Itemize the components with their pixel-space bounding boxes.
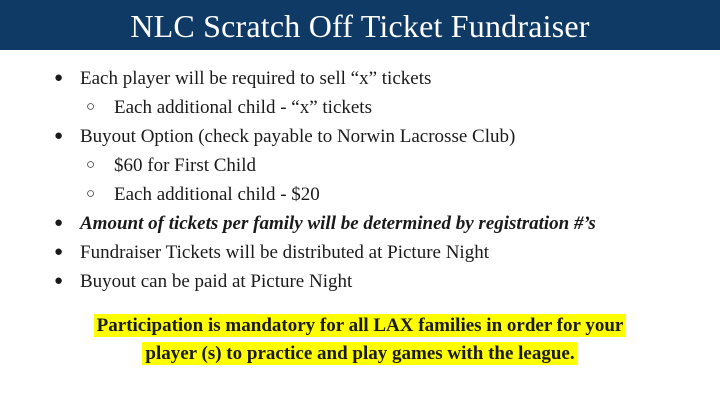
list-item-text: $60 for First Child xyxy=(114,155,256,176)
list-item xyxy=(0,209,720,238)
sub-list-item xyxy=(0,151,720,180)
bullet-icon: ● xyxy=(54,70,64,86)
list-item-text: Fundraiser Tickets will be distributed at Picture Night xyxy=(80,242,489,263)
title-bar xyxy=(0,0,720,50)
bullet-icon: ● xyxy=(54,244,64,260)
list-item xyxy=(0,64,720,93)
notice-line-2: player (s) to practice and play games with the league. xyxy=(142,342,577,365)
sub-bullet-icon: ○ xyxy=(86,157,96,173)
list-item-text: Each player will be required to sell “x” tickets xyxy=(80,68,432,89)
list-item-text: Amount of tickets per family will be determined by registration #’s xyxy=(80,213,596,234)
list-item-text: Each additional child - “x” tickets xyxy=(114,97,372,118)
sub-list-item xyxy=(0,93,720,122)
list-item xyxy=(0,267,720,296)
list-item-text: Each additional child - $20 xyxy=(114,184,320,205)
slide-title: NLC Scratch Off Ticket Fundraiser xyxy=(130,8,590,44)
sub-bullet-icon: ○ xyxy=(86,99,96,115)
sub-list-item xyxy=(0,180,720,209)
notice-line-1: Participation is mandatory for all LAX families in order for your xyxy=(94,314,627,337)
list-item-text: Buyout can be paid at Picture Night xyxy=(80,271,353,292)
bullet-icon: ● xyxy=(54,128,64,144)
sub-bullet-icon: ○ xyxy=(86,186,96,202)
list-item xyxy=(0,122,720,151)
list-item xyxy=(0,238,720,267)
bullet-icon: ● xyxy=(54,273,64,289)
list-item-text: Buyout Option (check payable to Norwin Lacrosse Club) xyxy=(80,126,516,147)
bullet-list xyxy=(0,64,720,296)
bullet-icon: ● xyxy=(54,215,64,231)
participation-notice xyxy=(0,312,720,368)
